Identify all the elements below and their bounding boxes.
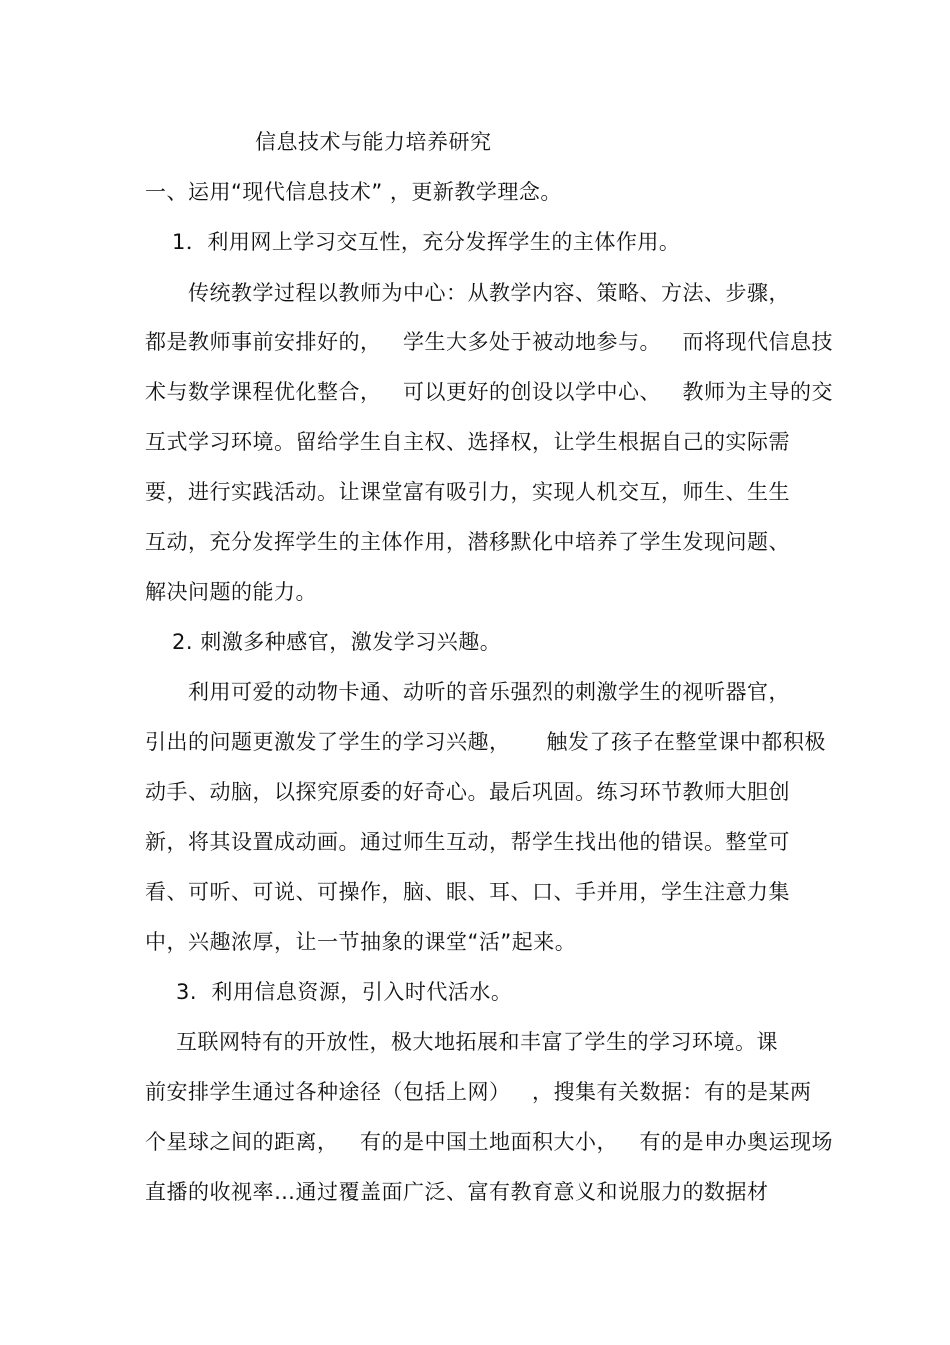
paragraph-line: 看、可听、可说、可操作，脑、眼、耳、口、手并用，学生注意力集 bbox=[145, 880, 790, 904]
paragraph-line: 直播的收视率…通过覆盖面广泛、富有教育意义和说服力的数据材 bbox=[145, 1180, 769, 1204]
item-heading-1: 1．利用网上学习交互性，充分发挥学生的主体作用。 bbox=[172, 230, 681, 254]
item-heading-3: 3. 利用信息资源，引入时代活水。 bbox=[176, 980, 513, 1004]
paragraph-line: 要，进行实践活动。让课堂富有吸引力，实现人机交互，师生、生生 bbox=[145, 480, 790, 504]
paragraph-line: 都是教师事前安排好的， 学生大多处于被动地参与。 而将现代信息技 bbox=[145, 330, 834, 354]
paragraph-line: 新，将其设置成动画。通过师生互动，帮学生找出他的错误。整堂可 bbox=[145, 830, 790, 854]
paragraph-line: 引出的问题更激发了学生的学习兴趣， 触发了孩子在整堂课中都积极 bbox=[145, 730, 826, 754]
paragraph-line: 前安排学生通过各种途径（包括上网） ，搜集有关数据：有的是某两 bbox=[145, 1080, 812, 1104]
paragraph-line: 互动，充分发挥学生的主体作用，潜移默化中培养了学生发现问题、 bbox=[145, 530, 790, 554]
paragraph-line: 解决问题的能力。 bbox=[145, 580, 317, 604]
paragraph-line: 术与数学课程优化整合， 可以更好的创设以学中心、 教师为主导的交 bbox=[145, 380, 834, 404]
item-heading-2: 2. 刺激多种感官，激发学习兴趣。 bbox=[172, 630, 502, 654]
paragraph-line: 互式学习环境。留给学生自主权、选择权，让学生根据自己的实际需 bbox=[145, 430, 790, 454]
paragraph-line: 互联网特有的开放性，极大地拓展和丰富了学生的学习环境。课 bbox=[176, 1030, 778, 1054]
paragraph-line: 利用可爱的动物卡通、动听的音乐强烈的刺激学生的视听器官， bbox=[188, 680, 790, 704]
paragraph-line: 个星球之间的距离， 有的是中国土地面积大小， 有的是申办奥运现场 bbox=[145, 1130, 834, 1154]
paragraph-line: 动手、动脑，以探究原委的好奇心。最后巩固。练习环节教师大胆创 bbox=[145, 780, 790, 804]
document-title: 信息技术与能力培养研究 bbox=[255, 130, 492, 154]
section-heading-1: 一、运用“现代信息技术” ，更新教学理念。 bbox=[145, 180, 562, 204]
paragraph-line: 传统教学过程以教师为中心：从教学内容、策略、方法、步骤， bbox=[188, 281, 790, 305]
paragraph-line: 中，兴趣浓厚，让一节抽象的课堂“活”起来。 bbox=[145, 930, 577, 954]
